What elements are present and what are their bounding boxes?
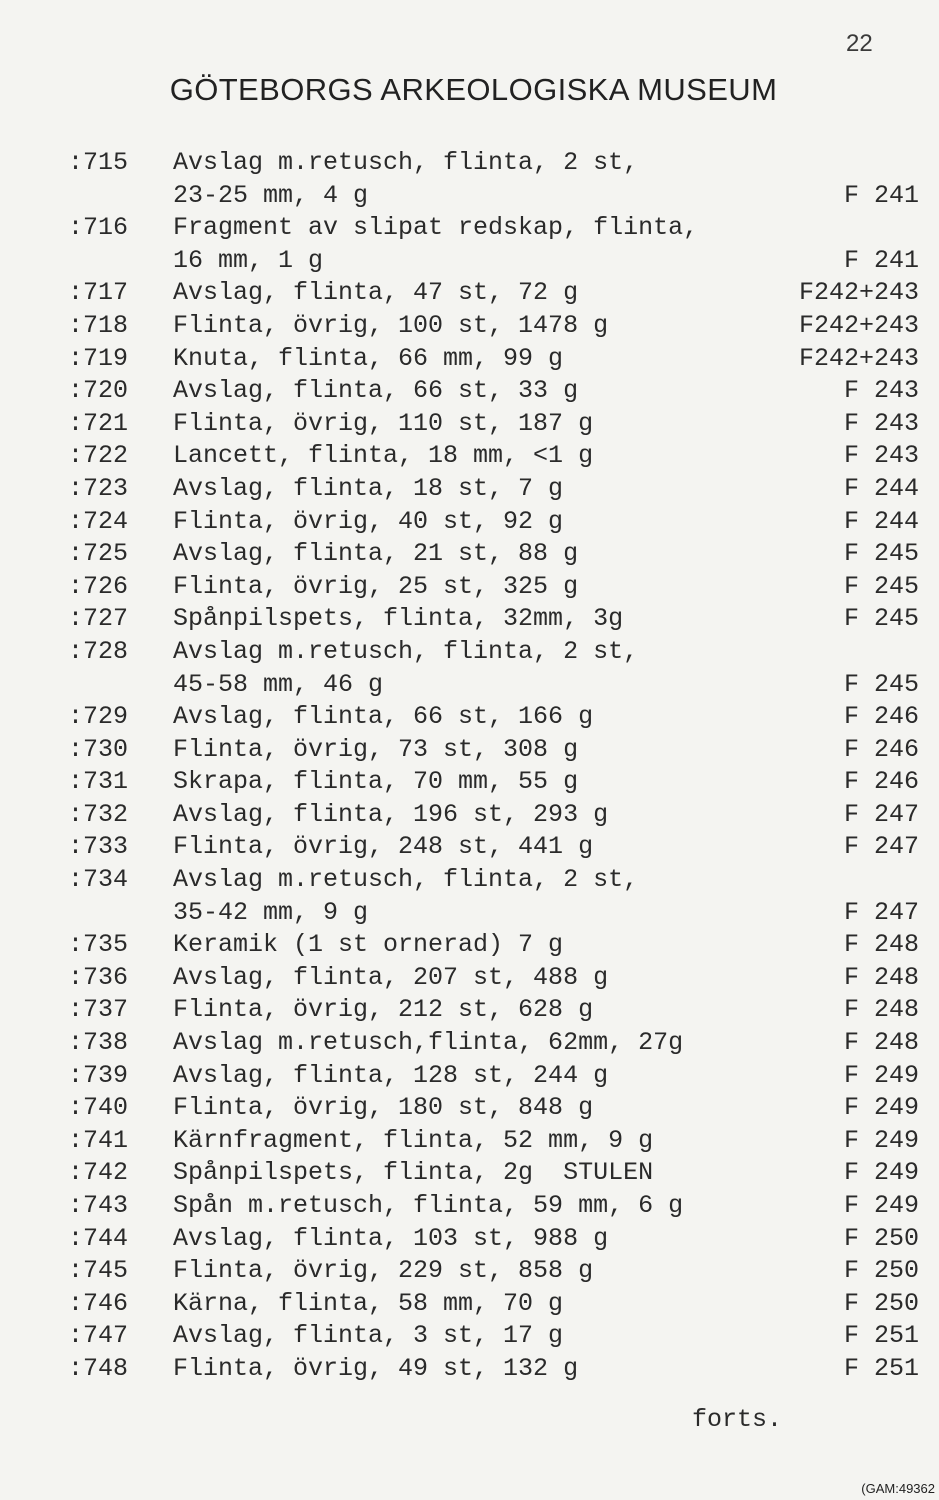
entry-description: Knuta, flinta, 66 mm, 99 g [173, 343, 564, 373]
entry-number: :727 [68, 604, 129, 634]
entry-number: :738 [68, 1028, 129, 1058]
catalog-row [0, 1288, 939, 1321]
entry-reference: F 246 [843, 734, 919, 764]
catalog-row [0, 375, 939, 408]
entry-description: Avslag, flinta, 207 st, 488 g [173, 962, 609, 992]
catalog-row [0, 1190, 939, 1223]
catalog-row [0, 1125, 939, 1158]
entry-number: :732 [68, 799, 129, 829]
catalog-row [0, 277, 939, 310]
catalog-row [0, 669, 939, 702]
catalog-row [0, 603, 939, 636]
entry-description: Flinta, övrig, 212 st, 628 g [173, 995, 594, 1025]
entry-number: :745 [68, 1256, 129, 1286]
entry-number: :720 [68, 376, 129, 406]
entry-reference: F 244 [843, 473, 919, 503]
entry-reference: F 249 [843, 1125, 919, 1155]
catalog-row [0, 538, 939, 571]
entry-reference: F242+243 [798, 278, 919, 308]
entry-reference: F 241 [843, 245, 919, 275]
entry-reference: F 245 [843, 571, 919, 601]
entry-reference: F 249 [843, 1093, 919, 1123]
entry-reference: F 249 [843, 1191, 919, 1220]
entry-reference: F 245 [843, 604, 919, 634]
entry-number: :724 [68, 506, 129, 536]
entry-number: :742 [68, 1158, 129, 1188]
entry-number: :716 [68, 213, 129, 243]
entry-description: Avslag, flinta, 103 st, 988 g [173, 1223, 609, 1253]
entry-reference: F 246 [843, 767, 919, 797]
entry-description: Keramik (1 st ornerad) 7 g [173, 930, 564, 960]
catalog-entries [0, 147, 939, 1386]
entry-description: Avslag m.retusch,flinta, 62mm, 27g [173, 1028, 684, 1058]
catalog-row [0, 147, 939, 180]
entry-reference: F 250 [843, 1256, 919, 1286]
entry-reference: F 251 [843, 1321, 919, 1351]
entry-description: Kärnfragment, flinta, 52 mm, 9 g [173, 1125, 654, 1155]
catalog-row [0, 571, 939, 604]
catalog-row [0, 734, 939, 767]
catalog-row [0, 180, 939, 213]
page-number: 22 [846, 30, 873, 57]
entry-number: :723 [68, 473, 129, 503]
catalog-row [0, 408, 939, 441]
page-header: GÖTEBORGS ARKEOLOGISKA MUSEUM [169, 72, 778, 107]
entry-description: Lancett, flinta, 18 mm, <1 g [173, 441, 594, 471]
entry-reference: F 248 [843, 1028, 919, 1058]
entry-reference: F 243 [843, 376, 919, 406]
catalog-row [0, 636, 939, 669]
catalog-row [0, 212, 939, 245]
catalog-row [0, 799, 939, 832]
entry-number: :731 [68, 767, 129, 797]
entry-number: :736 [68, 962, 129, 992]
entry-description: Avslag, flinta, 21 st, 88 g [173, 539, 579, 569]
entry-description: Flinta, övrig, 100 st, 1478 g [173, 310, 609, 340]
entry-reference: F 248 [843, 962, 919, 992]
entry-description: Avslag m.retusch, flinta, 2 st, [173, 865, 639, 895]
entry-description: Avslag, flinta, 18 st, 7 g [173, 473, 564, 503]
catalog-row [0, 1157, 939, 1190]
entry-description: Skrapa, flinta, 70 mm, 55 g [173, 767, 579, 797]
entry-reference: F 250 [843, 1223, 919, 1253]
entry-reference: F 247 [843, 897, 919, 927]
entry-description: Avslag, flinta, 66 st, 33 g [173, 376, 579, 406]
catalog-row [0, 343, 939, 376]
entry-reference: F 249 [843, 1158, 919, 1188]
entry-number: :743 [68, 1191, 129, 1220]
entry-number: :747 [68, 1321, 129, 1351]
entry-number: :728 [68, 636, 129, 666]
entry-description: Flinta, övrig, 25 st, 325 g [173, 571, 579, 601]
entry-reference: F 247 [843, 799, 919, 829]
entry-description: Avslag m.retusch, flinta, 2 st, [173, 148, 639, 177]
entry-description: Spånpilspets, flinta, 2g STULEN [173, 1158, 654, 1188]
entry-reference: F 249 [843, 1060, 919, 1090]
entry-description: Flinta, övrig, 49 st, 132 g [173, 1353, 579, 1383]
entry-reference: F 250 [843, 1288, 919, 1318]
entry-description: Kärna, flinta, 58 mm, 70 g [173, 1288, 564, 1318]
catalog-row [0, 929, 939, 962]
entry-reference: F 245 [843, 539, 919, 569]
catalog-row [0, 1092, 939, 1125]
entry-number: :722 [68, 441, 129, 471]
entry-number: :744 [68, 1223, 129, 1253]
entry-number: :725 [68, 539, 129, 569]
archive-id: (GAM:49362 [861, 1481, 935, 1496]
catalog-row [0, 310, 939, 343]
catalog-row [0, 1255, 939, 1288]
catalog-row [0, 245, 939, 278]
entry-description: Flinta, övrig, 40 st, 92 g [173, 506, 564, 536]
entry-number: :726 [68, 571, 129, 601]
entry-reference: F242+243 [798, 343, 919, 373]
entry-number: :718 [68, 310, 129, 340]
entry-number: :719 [68, 343, 129, 373]
entry-reference: F 244 [843, 506, 919, 536]
catalog-row [0, 994, 939, 1027]
entry-description: Flinta, övrig, 73 st, 308 g [173, 734, 579, 764]
entry-description: Avslag, flinta, 128 st, 244 g [173, 1060, 609, 1090]
catalog-row [0, 1353, 939, 1386]
entry-description: 35-42 mm, 9 g [173, 897, 369, 927]
entry-reference: F 245 [843, 669, 919, 699]
entry-description: Flinta, övrig, 248 st, 441 g [173, 832, 594, 862]
entry-number: :740 [68, 1093, 129, 1123]
catalog-row [0, 897, 939, 930]
entry-reference: F242+243 [798, 310, 919, 340]
entry-description: 23-25 mm, 4 g [173, 180, 369, 210]
catalog-row [0, 864, 939, 897]
entry-number: :741 [68, 1125, 129, 1155]
entry-reference: F 248 [843, 930, 919, 960]
catalog-row [0, 506, 939, 539]
entry-description: Flinta, övrig, 229 st, 858 g [173, 1256, 594, 1286]
entry-number: :730 [68, 734, 129, 764]
catalog-row [0, 1223, 939, 1256]
entry-number: :734 [68, 865, 129, 895]
catalog-row [0, 440, 939, 473]
entry-number: :735 [68, 930, 129, 960]
catalog-row [0, 473, 939, 506]
catalog-row [0, 766, 939, 799]
catalog-row [0, 1027, 939, 1060]
entry-number: :721 [68, 408, 129, 438]
entry-reference: F 243 [843, 408, 919, 438]
entry-reference: F 248 [843, 995, 919, 1025]
entry-reference: F 251 [843, 1353, 919, 1383]
entry-description: 45-58 mm, 46 g [173, 669, 384, 699]
catalog-row [0, 831, 939, 864]
catalog-row [0, 1320, 939, 1353]
entry-description: Avslag, flinta, 47 st, 72 g [173, 278, 579, 308]
entry-reference: F 247 [843, 832, 919, 862]
entry-number: :729 [68, 702, 129, 732]
entry-reference: F 246 [843, 702, 919, 732]
entry-description: Flinta, övrig, 110 st, 187 g [173, 408, 594, 438]
entry-number: :733 [68, 832, 129, 862]
entry-description: Avslag m.retusch, flinta, 2 st, [173, 636, 639, 666]
entry-reference: F 241 [843, 180, 919, 210]
entry-description: Avslag, flinta, 66 st, 166 g [173, 702, 594, 732]
catalog-row [0, 1060, 939, 1093]
entry-number: :737 [68, 995, 129, 1025]
entry-number: :739 [68, 1060, 129, 1090]
entry-description: 16 mm, 1 g [173, 245, 324, 275]
entry-description: Flinta, övrig, 180 st, 848 g [173, 1093, 594, 1123]
continued-note: forts. [692, 1405, 783, 1434]
entry-reference: F 243 [843, 441, 919, 471]
entry-description: Fragment av slipat redskap, flinta, [173, 213, 699, 243]
entry-description: Spånpilspets, flinta, 32mm, 3g [173, 604, 624, 634]
catalog-row [0, 962, 939, 995]
entry-description: Avslag, flinta, 3 st, 17 g [173, 1321, 564, 1351]
entry-description: Spån m.retusch, flinta, 59 mm, 6 g [173, 1191, 684, 1220]
catalog-row [0, 701, 939, 734]
entry-number: :715 [68, 148, 129, 177]
entry-number: :717 [68, 278, 129, 308]
entry-number: :746 [68, 1288, 129, 1318]
entry-description: Avslag, flinta, 196 st, 293 g [173, 799, 609, 829]
entry-number: :748 [68, 1353, 129, 1383]
